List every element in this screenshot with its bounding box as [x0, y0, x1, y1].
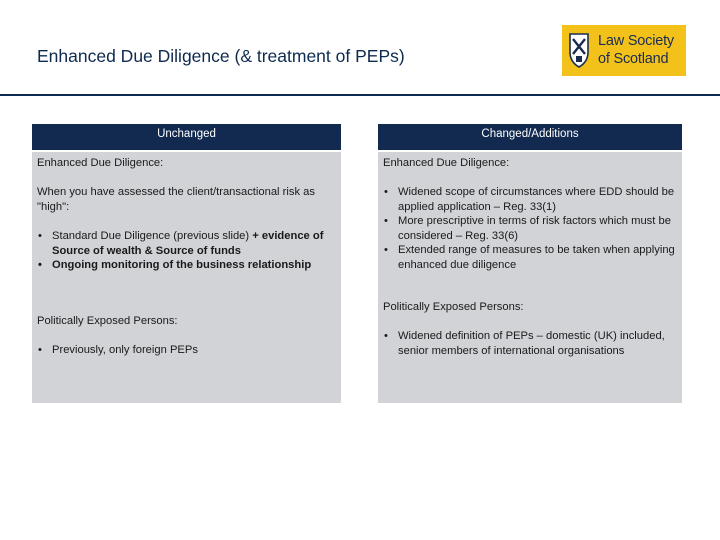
changed-panel — [378, 124, 682, 403]
left-pep-bullets — [37, 343, 337, 358]
left-edd-heading: Enhanced Due Diligence: — [37, 157, 164, 169]
title-divider — [0, 94, 720, 96]
crest-icon — [568, 30, 590, 70]
bullet-plain-text: Standard Due Diligence (previous slide) — [52, 230, 253, 242]
list-item: • Extended range of measures to be taken when applying enhanced due diligence — [383, 243, 678, 272]
right-pep-bullets — [383, 329, 678, 358]
right-edd-bullets — [383, 185, 678, 273]
left-pep-heading: Politically Exposed Persons: — [37, 315, 178, 327]
unchanged-header: Unchanged — [32, 124, 341, 152]
logo-line-2: of Scotland — [598, 51, 669, 67]
changed-header: Changed/Additions — [378, 124, 682, 152]
slide-title: Enhanced Due Diligence (& treatment of PEPs) — [37, 46, 405, 66]
right-edd-heading: Enhanced Due Diligence: — [383, 157, 510, 169]
list-item: • More prescriptive in terms of risk factors which must be considered – Reg. 33(6) — [383, 214, 678, 243]
list-item: • Previously, only foreign PEPs — [37, 343, 337, 358]
unchanged-panel — [32, 124, 341, 403]
list-item: • Widened definition of PEPs – domestic (UK) included, senior members of international organisations — [383, 329, 678, 358]
logo-wordmark — [598, 32, 674, 68]
left-edd-bullets — [37, 229, 337, 273]
logo-line-1: Law Society — [598, 33, 674, 49]
bullet-bold-text: + evidence of Source of wealth & Source of funds — [52, 230, 324, 257]
list-item: • Ongoing monitoring of the business relationship — [37, 258, 337, 273]
right-pep-heading: Politically Exposed Persons: — [383, 301, 524, 313]
left-intro-text: When you have assessed the client/transactional risk as "high": — [37, 186, 315, 213]
law-society-logo — [562, 25, 686, 76]
list-item — [37, 229, 337, 258]
list-item: • Widened scope of circumstances where EDD should be applied application – Reg. 33(1) — [383, 185, 678, 214]
